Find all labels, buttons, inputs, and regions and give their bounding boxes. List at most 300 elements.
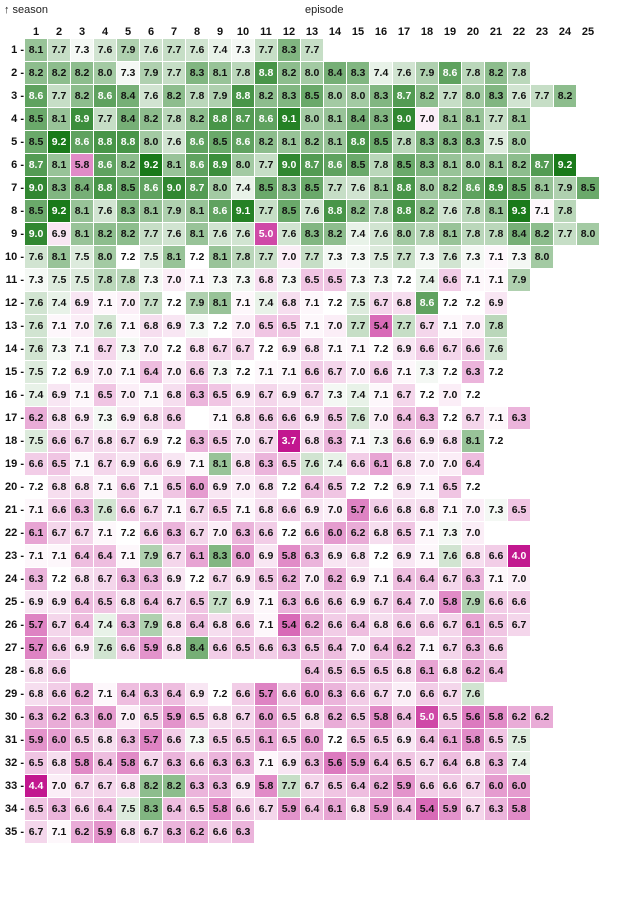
heatmap-cell[interactable]: 6.5 <box>186 798 209 821</box>
heatmap-cell[interactable]: 6.8 <box>393 453 416 476</box>
heatmap-cell[interactable]: 6.8 <box>232 407 255 430</box>
heatmap-cell[interactable]: 6.9 <box>232 384 255 407</box>
heatmap-cell[interactable]: 6.5 <box>25 798 48 821</box>
heatmap-cell[interactable]: 7.2 <box>439 292 462 315</box>
heatmap-cell[interactable]: 7.7 <box>554 223 577 246</box>
heatmap-cell[interactable]: 7.1 <box>48 545 71 568</box>
heatmap-cell[interactable]: 6.2 <box>48 706 71 729</box>
heatmap-cell[interactable]: 8.2 <box>186 108 209 131</box>
heatmap-cell[interactable]: 9.1 <box>278 108 301 131</box>
heatmap-cell[interactable]: 6.0 <box>232 545 255 568</box>
heatmap-cell[interactable]: 6.7 <box>301 775 324 798</box>
heatmap-cell[interactable]: 7.7 <box>324 177 347 200</box>
heatmap-cell[interactable]: 6.8 <box>48 476 71 499</box>
heatmap-cell[interactable]: 6.3 <box>117 568 140 591</box>
heatmap-cell[interactable]: 6.1 <box>416 660 439 683</box>
heatmap-cell[interactable]: 6.7 <box>255 384 278 407</box>
heatmap-cell[interactable]: 7.3 <box>25 269 48 292</box>
heatmap-cell[interactable]: 7.3 <box>71 39 94 62</box>
heatmap-cell[interactable]: 7.1 <box>117 545 140 568</box>
heatmap-cell[interactable]: 6.9 <box>117 407 140 430</box>
heatmap-cell[interactable]: 6.3 <box>163 821 186 844</box>
heatmap-cell[interactable]: 6.4 <box>393 798 416 821</box>
heatmap-cell[interactable]: 6.9 <box>71 637 94 660</box>
heatmap-cell[interactable]: 6.3 <box>232 522 255 545</box>
heatmap-cell[interactable]: 6.5 <box>209 499 232 522</box>
heatmap-cell[interactable]: 6.3 <box>278 637 301 660</box>
heatmap-cell[interactable]: 8.3 <box>347 62 370 85</box>
heatmap-cell[interactable]: 8.0 <box>577 223 600 246</box>
heatmap-cell[interactable]: 6.1 <box>25 522 48 545</box>
heatmap-cell[interactable]: 6.4 <box>94 545 117 568</box>
heatmap-cell[interactable]: 8.8 <box>94 177 117 200</box>
heatmap-cell[interactable]: 7.4 <box>255 292 278 315</box>
heatmap-cell[interactable]: 7.3 <box>347 269 370 292</box>
heatmap-cell[interactable]: 6.6 <box>209 821 232 844</box>
heatmap-cell[interactable]: 6.3 <box>71 499 94 522</box>
heatmap-cell[interactable]: 8.8 <box>94 131 117 154</box>
heatmap-cell[interactable]: 8.6 <box>186 154 209 177</box>
heatmap-cell[interactable]: 6.5 <box>163 476 186 499</box>
heatmap-cell[interactable]: 6.5 <box>94 591 117 614</box>
heatmap-cell[interactable]: 6.9 <box>163 453 186 476</box>
heatmap-cell[interactable]: 7.7 <box>255 39 278 62</box>
heatmap-cell[interactable]: 7.8 <box>462 223 485 246</box>
heatmap-cell[interactable]: 8.1 <box>439 223 462 246</box>
heatmap-cell[interactable]: 6.4 <box>186 614 209 637</box>
heatmap-cell[interactable]: 7.1 <box>416 522 439 545</box>
heatmap-cell[interactable]: 5.6 <box>324 752 347 775</box>
heatmap-cell[interactable]: 6.5 <box>232 637 255 660</box>
heatmap-cell[interactable]: 6.3 <box>255 453 278 476</box>
heatmap-cell[interactable]: 7.2 <box>278 476 301 499</box>
heatmap-cell[interactable]: 7.3 <box>232 269 255 292</box>
heatmap-cell[interactable]: 6.4 <box>163 798 186 821</box>
heatmap-cell[interactable]: 6.5 <box>48 453 71 476</box>
heatmap-cell[interactable]: 7.7 <box>209 591 232 614</box>
heatmap-cell[interactable]: 6.2 <box>186 821 209 844</box>
heatmap-cell[interactable]: 6.3 <box>140 683 163 706</box>
heatmap-cell[interactable]: 6.6 <box>163 729 186 752</box>
heatmap-cell[interactable]: 7.1 <box>117 315 140 338</box>
heatmap-cell[interactable]: 6.6 <box>48 637 71 660</box>
heatmap-cell[interactable]: 9.2 <box>140 154 163 177</box>
heatmap-cell[interactable]: 6.2 <box>324 706 347 729</box>
heatmap-cell[interactable]: 6.0 <box>301 683 324 706</box>
heatmap-cell[interactable]: 6.4 <box>71 591 94 614</box>
heatmap-cell[interactable]: 6.6 <box>370 361 393 384</box>
heatmap-cell[interactable]: 7.0 <box>324 499 347 522</box>
heatmap-cell[interactable]: 8.7 <box>531 154 554 177</box>
heatmap-cell[interactable]: 6.9 <box>393 545 416 568</box>
heatmap-cell[interactable]: 7.2 <box>462 476 485 499</box>
heatmap-cell[interactable]: 5.8 <box>71 752 94 775</box>
heatmap-cell[interactable]: 7.0 <box>462 522 485 545</box>
heatmap-cell[interactable]: 6.6 <box>163 407 186 430</box>
heatmap-cell[interactable]: 6.6 <box>347 683 370 706</box>
heatmap-cell[interactable]: 7.2 <box>255 338 278 361</box>
heatmap-cell[interactable]: 6.9 <box>278 752 301 775</box>
heatmap-cell[interactable]: 8.9 <box>209 154 232 177</box>
heatmap-cell[interactable]: 6.0 <box>48 729 71 752</box>
heatmap-cell[interactable]: 6.8 <box>48 752 71 775</box>
heatmap-cell[interactable]: 8.5 <box>508 177 531 200</box>
heatmap-cell[interactable]: 7.6 <box>462 683 485 706</box>
heatmap-cell[interactable]: 8.5 <box>255 177 278 200</box>
heatmap-cell[interactable]: 7.0 <box>347 361 370 384</box>
heatmap-cell[interactable]: 7.2 <box>117 246 140 269</box>
heatmap-cell[interactable]: 9.2 <box>554 154 577 177</box>
heatmap-cell[interactable]: 5.8 <box>255 775 278 798</box>
heatmap-cell[interactable]: 6.4 <box>370 752 393 775</box>
heatmap-cell[interactable]: 7.3 <box>439 522 462 545</box>
heatmap-cell[interactable]: 6.5 <box>324 660 347 683</box>
heatmap-cell[interactable]: 7.6 <box>347 407 370 430</box>
heatmap-cell[interactable]: 7.1 <box>347 338 370 361</box>
heatmap-cell[interactable]: 6.9 <box>232 775 255 798</box>
heatmap-cell[interactable]: 6.1 <box>324 798 347 821</box>
heatmap-cell[interactable]: 6.5 <box>324 476 347 499</box>
heatmap-cell[interactable]: 7.0 <box>209 522 232 545</box>
heatmap-cell[interactable]: 8.2 <box>163 85 186 108</box>
heatmap-cell[interactable]: 6.3 <box>462 637 485 660</box>
heatmap-cell[interactable]: 6.9 <box>232 568 255 591</box>
heatmap-cell[interactable]: 8.3 <box>278 39 301 62</box>
heatmap-cell[interactable]: 6.7 <box>71 430 94 453</box>
heatmap-cell[interactable]: 7.0 <box>439 453 462 476</box>
heatmap-cell[interactable]: 6.6 <box>301 591 324 614</box>
heatmap-cell[interactable]: 7.7 <box>301 246 324 269</box>
heatmap-cell[interactable]: 6.2 <box>278 568 301 591</box>
heatmap-cell[interactable]: 6.7 <box>439 637 462 660</box>
heatmap-cell[interactable]: 8.1 <box>48 108 71 131</box>
heatmap-cell[interactable]: 8.6 <box>439 62 462 85</box>
heatmap-cell[interactable]: 7.1 <box>485 246 508 269</box>
heatmap-cell[interactable]: 8.5 <box>25 131 48 154</box>
heatmap-cell[interactable]: 6.3 <box>508 407 531 430</box>
heatmap-cell[interactable]: 5.9 <box>163 706 186 729</box>
heatmap-cell[interactable]: 7.7 <box>94 108 117 131</box>
heatmap-cell[interactable]: 6.8 <box>140 407 163 430</box>
heatmap-cell[interactable]: 8.2 <box>439 177 462 200</box>
heatmap-cell[interactable]: 7.3 <box>94 407 117 430</box>
heatmap-cell[interactable]: 7.7 <box>163 62 186 85</box>
heatmap-cell[interactable]: 7.7 <box>301 39 324 62</box>
heatmap-cell[interactable]: 8.0 <box>531 246 554 269</box>
heatmap-cell[interactable]: 7.6 <box>439 545 462 568</box>
heatmap-cell[interactable]: 6.9 <box>163 315 186 338</box>
heatmap-cell[interactable]: 8.4 <box>347 108 370 131</box>
heatmap-cell[interactable]: 7.7 <box>278 775 301 798</box>
heatmap-cell[interactable]: 8.1 <box>439 154 462 177</box>
heatmap-cell[interactable]: 8.3 <box>462 131 485 154</box>
heatmap-cell[interactable]: 7.0 <box>117 292 140 315</box>
heatmap-cell[interactable]: 7.8 <box>485 223 508 246</box>
heatmap-cell[interactable]: 5.8 <box>117 752 140 775</box>
heatmap-cell[interactable]: 7.6 <box>163 131 186 154</box>
heatmap-cell[interactable]: 7.0 <box>140 338 163 361</box>
heatmap-cell[interactable]: 7.2 <box>485 361 508 384</box>
heatmap-cell[interactable]: 7.6 <box>485 338 508 361</box>
heatmap-cell[interactable]: 7.0 <box>232 315 255 338</box>
heatmap-cell[interactable]: 6.9 <box>255 545 278 568</box>
heatmap-cell[interactable]: 6.9 <box>393 729 416 752</box>
heatmap-cell[interactable]: 8.0 <box>209 177 232 200</box>
heatmap-cell[interactable]: 8.3 <box>278 177 301 200</box>
heatmap-cell[interactable]: 8.8 <box>209 108 232 131</box>
heatmap-cell[interactable]: 7.8 <box>370 200 393 223</box>
heatmap-cell[interactable]: 7.1 <box>71 384 94 407</box>
heatmap-cell[interactable]: 8.3 <box>186 62 209 85</box>
heatmap-cell[interactable]: 6.5 <box>301 637 324 660</box>
heatmap-cell[interactable]: 7.1 <box>94 683 117 706</box>
heatmap-cell[interactable]: 7.6 <box>94 315 117 338</box>
heatmap-cell[interactable]: 7.2 <box>439 361 462 384</box>
heatmap-cell[interactable]: 6.6 <box>117 637 140 660</box>
heatmap-cell[interactable]: 6.7 <box>370 683 393 706</box>
heatmap-cell[interactable]: 7.6 <box>140 85 163 108</box>
heatmap-cell[interactable]: 7.6 <box>94 39 117 62</box>
heatmap-cell[interactable]: 6.5 <box>232 729 255 752</box>
heatmap-cell[interactable]: 7.2 <box>347 476 370 499</box>
heatmap-cell[interactable]: 7.1 <box>324 338 347 361</box>
heatmap-cell[interactable]: 8.1 <box>439 108 462 131</box>
heatmap-cell[interactable]: 6.6 <box>485 545 508 568</box>
heatmap-cell[interactable]: 6.7 <box>71 522 94 545</box>
heatmap-cell[interactable]: 8.5 <box>347 154 370 177</box>
heatmap-cell[interactable]: 6.2 <box>71 683 94 706</box>
heatmap-cell[interactable]: 6.1 <box>439 729 462 752</box>
heatmap-cell[interactable]: 6.5 <box>209 729 232 752</box>
heatmap-cell[interactable]: 8.3 <box>209 545 232 568</box>
heatmap-cell[interactable]: 5.8 <box>485 706 508 729</box>
heatmap-cell[interactable]: 4.0 <box>508 545 531 568</box>
heatmap-cell[interactable]: 6.6 <box>370 499 393 522</box>
heatmap-cell[interactable]: 9.3 <box>508 200 531 223</box>
heatmap-cell[interactable]: 6.2 <box>301 614 324 637</box>
heatmap-cell[interactable]: 6.6 <box>508 591 531 614</box>
heatmap-cell[interactable]: 5.8 <box>209 798 232 821</box>
heatmap-cell[interactable]: 8.5 <box>301 85 324 108</box>
heatmap-cell[interactable]: 8.5 <box>25 108 48 131</box>
heatmap-cell[interactable]: 6.6 <box>48 430 71 453</box>
heatmap-cell[interactable]: 7.3 <box>508 246 531 269</box>
heatmap-cell[interactable]: 7.0 <box>462 315 485 338</box>
heatmap-cell[interactable]: 6.3 <box>416 407 439 430</box>
heatmap-cell[interactable]: 6.3 <box>48 798 71 821</box>
heatmap-cell[interactable]: 8.0 <box>94 246 117 269</box>
heatmap-cell[interactable]: 8.3 <box>48 177 71 200</box>
heatmap-cell[interactable]: 6.8 <box>71 568 94 591</box>
heatmap-cell[interactable]: 8.5 <box>301 177 324 200</box>
heatmap-cell[interactable]: 6.5 <box>209 430 232 453</box>
heatmap-cell[interactable]: 7.2 <box>25 476 48 499</box>
heatmap-cell[interactable]: 6.4 <box>301 660 324 683</box>
heatmap-cell[interactable]: 6.0 <box>94 706 117 729</box>
heatmap-cell[interactable]: 7.5 <box>25 430 48 453</box>
heatmap-cell[interactable]: 8.2 <box>554 85 577 108</box>
heatmap-cell[interactable]: 6.4 <box>94 798 117 821</box>
heatmap-cell[interactable]: 7.4 <box>347 223 370 246</box>
heatmap-cell[interactable]: 8.1 <box>48 246 71 269</box>
heatmap-cell[interactable]: 8.2 <box>71 85 94 108</box>
heatmap-cell[interactable]: 6.5 <box>439 706 462 729</box>
heatmap-cell[interactable]: 8.4 <box>71 177 94 200</box>
heatmap-cell[interactable]: 6.6 <box>232 614 255 637</box>
heatmap-cell[interactable]: 7.3 <box>324 246 347 269</box>
heatmap-cell[interactable]: 6.4 <box>324 637 347 660</box>
heatmap-cell[interactable]: 7.5 <box>117 798 140 821</box>
heatmap-cell[interactable]: 8.4 <box>186 637 209 660</box>
heatmap-cell[interactable]: 4.4 <box>25 775 48 798</box>
heatmap-cell[interactable]: 6.6 <box>209 637 232 660</box>
heatmap-cell[interactable]: 6.9 <box>301 499 324 522</box>
heatmap-cell[interactable]: 6.8 <box>301 338 324 361</box>
heatmap-cell[interactable]: 7.7 <box>393 246 416 269</box>
heatmap-cell[interactable]: 8.1 <box>462 108 485 131</box>
heatmap-cell[interactable]: 8.6 <box>324 154 347 177</box>
heatmap-cell[interactable]: 7.1 <box>209 407 232 430</box>
heatmap-cell[interactable]: 6.5 <box>393 522 416 545</box>
heatmap-cell[interactable]: 5.8 <box>439 591 462 614</box>
heatmap-cell[interactable]: 6.8 <box>163 614 186 637</box>
heatmap-cell[interactable]: 7.0 <box>416 591 439 614</box>
heatmap-cell[interactable]: 6.7 <box>462 775 485 798</box>
heatmap-cell[interactable]: 5.8 <box>508 798 531 821</box>
heatmap-cell[interactable]: 6.2 <box>25 407 48 430</box>
heatmap-cell[interactable]: 6.4 <box>163 683 186 706</box>
heatmap-cell[interactable]: 7.9 <box>140 545 163 568</box>
heatmap-cell[interactable]: 7.3 <box>140 269 163 292</box>
heatmap-cell[interactable]: 6.3 <box>278 591 301 614</box>
heatmap-cell[interactable]: 6.3 <box>301 752 324 775</box>
heatmap-cell[interactable]: 7.8 <box>232 246 255 269</box>
heatmap-cell[interactable]: 6.4 <box>301 798 324 821</box>
heatmap-cell[interactable]: 7.1 <box>25 545 48 568</box>
heatmap-cell[interactable]: 8.4 <box>508 223 531 246</box>
heatmap-cell[interactable]: 6.2 <box>370 775 393 798</box>
heatmap-cell[interactable]: 6.4 <box>416 568 439 591</box>
heatmap-cell[interactable]: 6.9 <box>301 407 324 430</box>
heatmap-cell[interactable]: 7.6 <box>94 499 117 522</box>
heatmap-cell[interactable]: 6.8 <box>255 269 278 292</box>
heatmap-cell[interactable]: 5.0 <box>416 706 439 729</box>
heatmap-cell[interactable]: 6.7 <box>462 798 485 821</box>
heatmap-cell[interactable]: 6.6 <box>255 637 278 660</box>
heatmap-cell[interactable]: 6.5 <box>255 315 278 338</box>
heatmap-cell[interactable]: 7.6 <box>163 223 186 246</box>
heatmap-cell[interactable]: 6.9 <box>347 591 370 614</box>
heatmap-cell[interactable]: 7.0 <box>278 246 301 269</box>
heatmap-cell[interactable]: 8.1 <box>163 246 186 269</box>
heatmap-cell[interactable]: 6.9 <box>347 568 370 591</box>
heatmap-cell[interactable]: 8.1 <box>209 62 232 85</box>
heatmap-cell[interactable]: 8.5 <box>577 177 600 200</box>
heatmap-cell[interactable]: 7.7 <box>140 292 163 315</box>
heatmap-cell[interactable]: 7.1 <box>71 453 94 476</box>
heatmap-cell[interactable]: 8.2 <box>301 131 324 154</box>
heatmap-cell[interactable]: 6.6 <box>25 453 48 476</box>
heatmap-cell[interactable]: 8.8 <box>347 131 370 154</box>
heatmap-cell[interactable]: 7.3 <box>416 246 439 269</box>
heatmap-cell[interactable]: 7.9 <box>554 177 577 200</box>
heatmap-cell[interactable]: 6.1 <box>255 729 278 752</box>
heatmap-cell[interactable]: 8.3 <box>485 85 508 108</box>
heatmap-cell[interactable]: 5.9 <box>140 637 163 660</box>
heatmap-cell[interactable]: 9.2 <box>48 131 71 154</box>
heatmap-cell[interactable]: 6.6 <box>301 361 324 384</box>
heatmap-cell[interactable]: 7.4 <box>25 384 48 407</box>
heatmap-cell[interactable]: 6.3 <box>462 361 485 384</box>
heatmap-cell[interactable]: 8.1 <box>324 131 347 154</box>
heatmap-cell[interactable]: 8.1 <box>324 108 347 131</box>
heatmap-cell[interactable]: 7.1 <box>416 545 439 568</box>
heatmap-cell[interactable]: 6.0 <box>324 522 347 545</box>
heatmap-cell[interactable]: 6.8 <box>370 522 393 545</box>
heatmap-cell[interactable]: 6.6 <box>324 614 347 637</box>
heatmap-cell[interactable]: 7.5 <box>71 269 94 292</box>
heatmap-cell[interactable]: 7.1 <box>25 499 48 522</box>
heatmap-cell[interactable]: 7.1 <box>416 476 439 499</box>
heatmap-cell[interactable]: 6.6 <box>71 798 94 821</box>
heatmap-cell[interactable]: 6.3 <box>71 706 94 729</box>
heatmap-cell[interactable]: 6.5 <box>324 407 347 430</box>
heatmap-cell[interactable]: 6.6 <box>278 499 301 522</box>
heatmap-cell[interactable]: 6.6 <box>232 683 255 706</box>
heatmap-cell[interactable]: 7.5 <box>508 729 531 752</box>
heatmap-cell[interactable]: 8.3 <box>370 85 393 108</box>
heatmap-cell[interactable]: 7.1 <box>255 752 278 775</box>
heatmap-cell[interactable]: 7.0 <box>71 315 94 338</box>
heatmap-cell[interactable]: 7.1 <box>94 476 117 499</box>
heatmap-cell[interactable]: 7.9 <box>140 62 163 85</box>
heatmap-cell[interactable]: 6.3 <box>25 706 48 729</box>
heatmap-cell[interactable]: 6.6 <box>48 683 71 706</box>
heatmap-cell[interactable]: 3.7 <box>278 430 301 453</box>
heatmap-cell[interactable]: 8.2 <box>71 62 94 85</box>
heatmap-cell[interactable]: 7.7 <box>48 39 71 62</box>
heatmap-cell[interactable]: 6.0 <box>508 775 531 798</box>
heatmap-cell[interactable]: 8.1 <box>209 246 232 269</box>
heatmap-cell[interactable]: 7.0 <box>416 108 439 131</box>
heatmap-cell[interactable]: 6.3 <box>232 752 255 775</box>
heatmap-cell[interactable]: 6.5 <box>347 729 370 752</box>
heatmap-cell[interactable]: 6.0 <box>255 706 278 729</box>
heatmap-cell[interactable]: 8.0 <box>508 131 531 154</box>
heatmap-cell[interactable]: 8.3 <box>117 200 140 223</box>
heatmap-cell[interactable]: 7.5 <box>485 131 508 154</box>
heatmap-cell[interactable]: 7.8 <box>393 131 416 154</box>
heatmap-cell[interactable]: 6.4 <box>117 683 140 706</box>
heatmap-cell[interactable]: 8.8 <box>393 200 416 223</box>
heatmap-cell[interactable]: 8.1 <box>71 200 94 223</box>
heatmap-cell[interactable]: 6.6 <box>324 591 347 614</box>
heatmap-cell[interactable]: 6.3 <box>117 614 140 637</box>
heatmap-cell[interactable]: 6.4 <box>347 614 370 637</box>
heatmap-cell[interactable]: 7.1 <box>48 315 71 338</box>
heatmap-cell[interactable]: 6.3 <box>301 545 324 568</box>
heatmap-cell[interactable]: 6.7 <box>94 775 117 798</box>
heatmap-cell[interactable]: 7.0 <box>48 775 71 798</box>
heatmap-cell[interactable]: 6.5 <box>370 729 393 752</box>
heatmap-cell[interactable]: 6.5 <box>278 315 301 338</box>
heatmap-cell[interactable]: 8.1 <box>531 177 554 200</box>
heatmap-cell[interactable]: 6.9 <box>163 568 186 591</box>
heatmap-cell[interactable]: 6.8 <box>117 591 140 614</box>
heatmap-cell[interactable]: 5.9 <box>393 775 416 798</box>
heatmap-cell[interactable]: 6.5 <box>255 568 278 591</box>
heatmap-cell[interactable]: 6.8 <box>439 430 462 453</box>
